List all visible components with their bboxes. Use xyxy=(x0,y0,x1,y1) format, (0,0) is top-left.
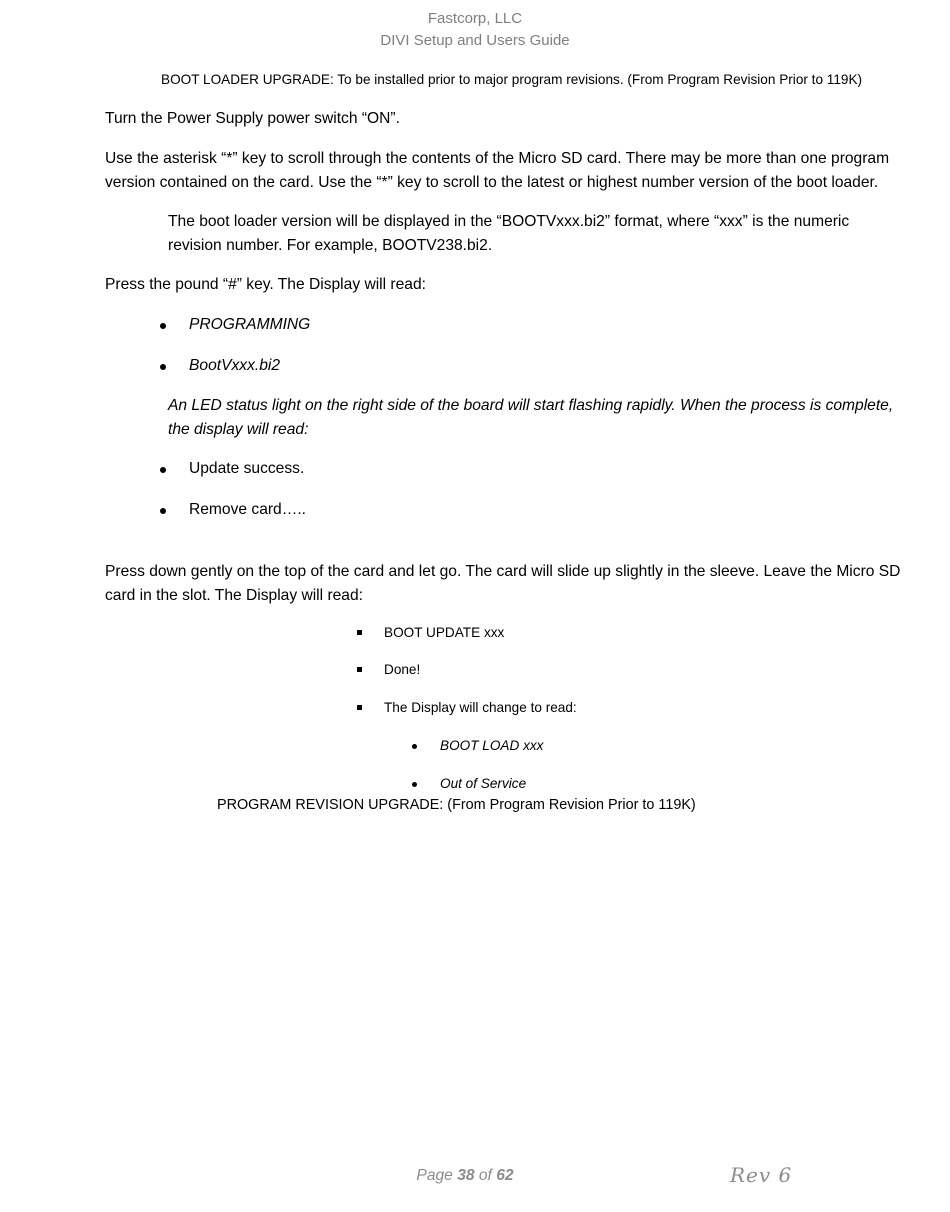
note-boot-version-format: The boot loader version will be displayed in the “BOOTVxxx.bi2” format, where “xxx” is the numeric revision number. For example, BOOTV238.bi2. xyxy=(168,213,850,254)
list-item: BOOT LOAD xxx xyxy=(440,738,544,753)
step-press-pound: Press the pound “#” key. The Display will read: xyxy=(105,276,426,293)
bullet-icon xyxy=(160,323,166,329)
list-item: Remove card….. xyxy=(189,501,306,518)
square-bullet-icon xyxy=(357,630,362,635)
list-item: Out of Service xyxy=(440,776,527,791)
total-pages: 62 xyxy=(496,1167,514,1184)
square-bullet-icon xyxy=(357,705,362,710)
list-item: Done! xyxy=(384,662,421,677)
step-scroll-sd-card: Use the asterisk “*” key to scroll through the contents of the Micro SD card. There may be more than one program version contained on the card. Use the “*” key to scroll to the latest or highest number version of the boot loader. xyxy=(105,150,890,191)
page-prefix: Page xyxy=(416,1167,458,1184)
current-page: 38 xyxy=(457,1167,475,1184)
bullet-icon xyxy=(412,782,417,787)
bullet-icon xyxy=(160,364,166,370)
list-item: PROGRAMMING xyxy=(189,316,311,333)
list-item: Update success. xyxy=(189,460,305,477)
bullet-icon xyxy=(412,744,417,749)
document-title: DIVI Setup and Users Guide xyxy=(380,32,570,49)
list-item: The Display will change to read: xyxy=(384,700,577,715)
program-revision-heading: PROGRAM REVISION UPGRADE: (From Program Revision Prior to 119K) xyxy=(217,797,696,813)
bullet-icon xyxy=(160,467,166,473)
boot-loader-heading: BOOT LOADER UPGRADE: To be installed prior to major program revisions. (From Program Revision Prior to 119K) xyxy=(161,72,863,87)
company-name: Fastcorp, LLC xyxy=(427,10,523,27)
revision-label: Rev 6 xyxy=(730,1163,793,1187)
bullet-icon xyxy=(160,508,166,514)
list-item: BOOT UPDATE xxx xyxy=(384,625,505,640)
step-power-switch: Turn the Power Supply power switch “ON”. xyxy=(105,110,400,127)
led-status-note: An LED status light on the right side of the board will start flashing rapidly. When the process is complete, the display will read: xyxy=(168,397,894,438)
page-of: of xyxy=(474,1167,497,1184)
square-bullet-icon xyxy=(357,667,362,672)
list-item: BootVxxx.bi2 xyxy=(189,357,281,374)
step-press-card: Press down gently on the top of the card and let go. The card will slide up slightly in the sleeve. Leave the Micro SD card in the slot. The Display will read: xyxy=(105,563,901,604)
